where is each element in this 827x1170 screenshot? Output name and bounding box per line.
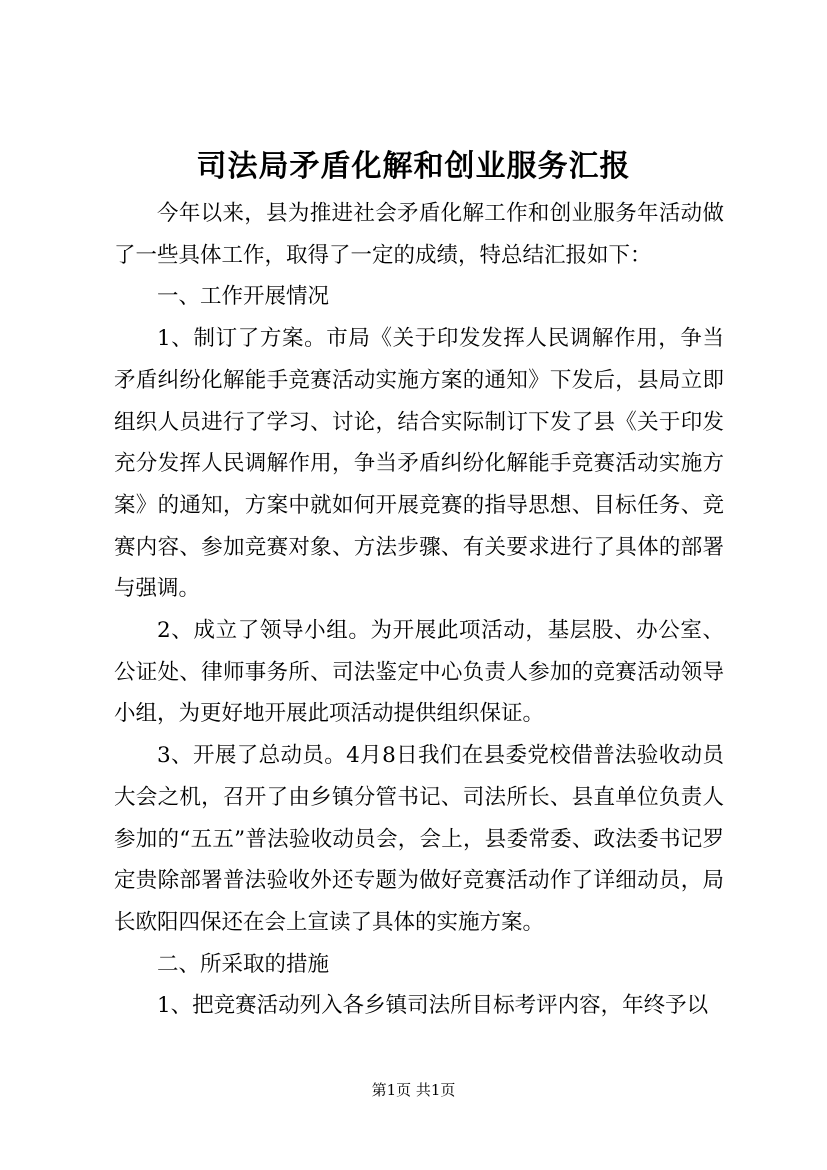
document-title: 司法局矛盾化解和创业服务汇报 xyxy=(196,149,631,184)
paragraph-measure-1: 1、把竞赛活动列入各乡镇司法所目标考评内容，年终予以 xyxy=(157,993,709,1019)
intro-paragraph: 今年以来，县为推进社会矛盾化解工作和创业服务年活动做了一些具体工作，取得了一定的成绩，特总结汇报如下： xyxy=(114,201,724,268)
paragraph-mobilization: 3、开展了总动员。4月8日我们在县委党校借普法验收动员大会之机，召开了由乡镇分管书记、司法所长、县直单位负责人参加的“五五”普法验收动员会，会上，县委常委、政法委书记罗定贵除部署普法验收外还专题为做好竞赛活动作了详细动员，局长欧阳四保还在会上宣读了具体的实施方案。 xyxy=(114,743,724,935)
document-body xyxy=(114,193,724,1027)
section-heading-measures: 二、所采取的措施 xyxy=(157,951,330,977)
section-heading-work-status: 一、工作开展情况 xyxy=(157,284,330,310)
paragraph-leadership-group: 2、成立了领导小组。为开展此项活动，基层股、办公室、公证处、律师事务所、司法鉴定中心负责人参加的竞赛活动领导小组，为更好地开展此项活动提供组织保证。 xyxy=(114,618,724,727)
page-footer: 第1页 共1页 xyxy=(371,1081,456,1099)
paragraph-plan: 1、制订了方案。市局《关于印发发挥人民调解作用，争当矛盾纠纷化解能手竞赛活动实施方案的通知》下发后，县局立即组织人员进行了学习、讨论，结合实际制订下发了县《关于印发充分发挥人民调解作用，争当矛盾纠纷化解能手竞赛活动实施方案》的通知，方案中就如何开展竞赛的指导思想、目标任务、竞赛内容、参加竞赛对象、方法步骤、有关要求进行了具体的部署与强调。 xyxy=(114,326,724,602)
